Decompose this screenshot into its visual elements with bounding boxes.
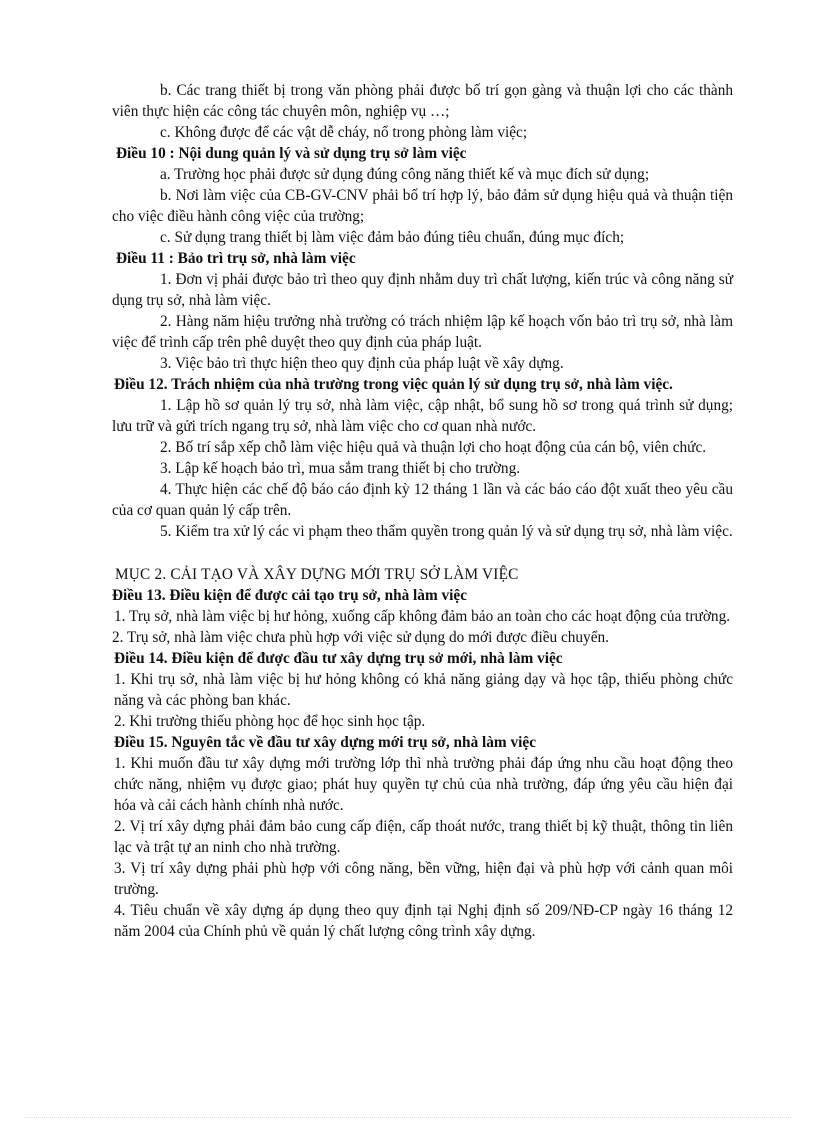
article-15-heading: Điều 15. Nguyên tắc về đầu tư xây dựng mới trụ sở, nhà làm việc [114, 734, 536, 751]
article-15-item-2: 2. Vị trí xây dựng phải đảm bảo cung cấp điện, cấp thoát nước, trang thiết bị kỹ thuật, thông tin liên lạc và trật tự an ninh cho nhà trường. [114, 818, 733, 856]
article-15-item-3: 3. Vị trí xây dựng phải phù hợp với công năng, bền vững, hiện đại và phù hợp với cảnh quan môi trường. [114, 860, 733, 898]
document-body [112, 80, 733, 942]
article-10-item-a: a. Trường học phải được sử dụng đúng công năng thiết kế và mục đích sử dụng; [160, 166, 650, 183]
article-12-item-5: 5. Kiểm tra xử lý các vi phạm theo thẩm quyền trong quản lý và sử dụng trụ sở, nhà làm việc. [160, 523, 733, 540]
article-15-item-1: 1. Khi muốn đầu tư xây dựng mới trường lớp thì nhà trường phải đáp ứng nhu cầu hoạt động theo chức năng, nhiệm vụ được giao; phát huy quyền tự chủ của nhà trường, đáp ứng yêu cầu hiện đại hóa và cải cách hành chính nhà nước. [114, 755, 733, 814]
article-12-heading: Điều 12. Trách nhiệm của nhà trường trong việc quản lý sử dụng trụ sở, nhà làm việc. [114, 376, 673, 393]
section-spacer [112, 542, 733, 564]
article-14-item-2: 2. Khi trường thiếu phòng học để học sinh học tập. [114, 713, 426, 730]
article-13-item-1: 1. Trụ sở, nhà làm việc bị hư hỏng, xuống cấp không đảm bảo an toàn cho các hoạt động của trường. [114, 608, 731, 625]
article-14-item-1: 1. Khi trụ sở, nhà làm việc bị hư hỏng không có khả năng giảng dạy và học tập, thiếu phòng chức năng và các phòng ban khác. [114, 671, 733, 709]
article-12-item-1: 1. Lập hồ sơ quản lý trụ sở, nhà làm việc, cập nhật, bổ sung hồ sơ trong quá trình sử dụng; lưu trữ và gửi trích ngang trụ sở, nhà làm việc cho cơ quan nhà nước. [112, 397, 733, 435]
article-11-item-3: 3. Việc bảo trì thực hiện theo quy định của pháp luật về xây dựng. [160, 355, 564, 372]
article-10-item-b: b. Nơi làm việc của CB-GV-CNV phải bố trí hợp lý, bảo đảm sử dụng hiệu quả và thuận tiện cho việc điều hành công việc của trường; [112, 187, 733, 225]
article-13-item-2: 2. Trụ sở, nhà làm việc chưa phù hợp với việc sử dụng do mới được điều chuyển. [112, 629, 609, 646]
article-10-heading: Điều 10 : Nội dung quản lý và sử dụng trụ sở làm việc [116, 145, 467, 162]
article-9-item-b: b. Các trang thiết bị trong văn phòng phải được bố trí gọn gàng và thuận lợi cho các thành viên thực hiện các công tác chuyên môn, nghiệp vụ …; [112, 82, 733, 120]
section-2-title: MỤC 2. CẢI TẠO VÀ XÂY DỰNG MỚI TRỤ SỞ LÀM VIỆC [115, 566, 519, 583]
article-12-item-2: 2. Bố trí sắp xếp chỗ làm việc hiệu quả và thuận lợi cho hoạt động của cán bộ, viên chức. [160, 439, 707, 456]
article-9-item-c: c. Không được để các vật dễ cháy, nổ trong phòng làm việc; [160, 124, 528, 141]
article-11-heading: Điều 11 : Bảo trì trụ sở, nhà làm việc [116, 250, 356, 267]
article-10-item-c: c. Sử dụng trang thiết bị làm việc đảm bảo đúng tiêu chuẩn, đúng mục đích; [160, 229, 625, 246]
article-13-heading: Điều 13. Điều kiện để được cải tạo trụ sở, nhà làm việc [112, 587, 467, 604]
article-14-heading: Điều 14. Điều kiện để được đầu tư xây dựng trụ sở mới, nhà làm việc [114, 650, 563, 667]
article-12-item-4: 4. Thực hiện các chế độ báo cáo định kỳ 12 tháng 1 lần và các báo cáo đột xuất theo yêu cầu của cơ quan quản lý cấp trên. [112, 481, 733, 519]
article-11-item-2: 2. Hàng năm hiệu trưởng nhà trường có trách nhiệm lập kế hoạch vốn bảo trì trụ sở, nhà làm việc để trình cấp trên phê duyệt theo quy định của pháp luật. [112, 313, 733, 351]
article-15-item-4: 4. Tiêu chuẩn về xây dựng áp dụng theo quy định tại Nghị định số 209/NĐ-CP ngày 16 tháng 12 năm 2004 của Chính phủ về quản lý chất lượng công trình xây dựng. [114, 902, 733, 940]
page-bottom-divider [25, 1117, 791, 1118]
article-11-item-1: 1. Đơn vị phải được bảo trì theo quy định nhằm duy trì chất lượng, kiến trúc và công năng sử dụng trụ sở, nhà làm việc. [112, 271, 733, 309]
article-12-item-3: 3. Lập kế hoạch bảo trì, mua sắm trang thiết bị cho trường. [160, 460, 521, 477]
